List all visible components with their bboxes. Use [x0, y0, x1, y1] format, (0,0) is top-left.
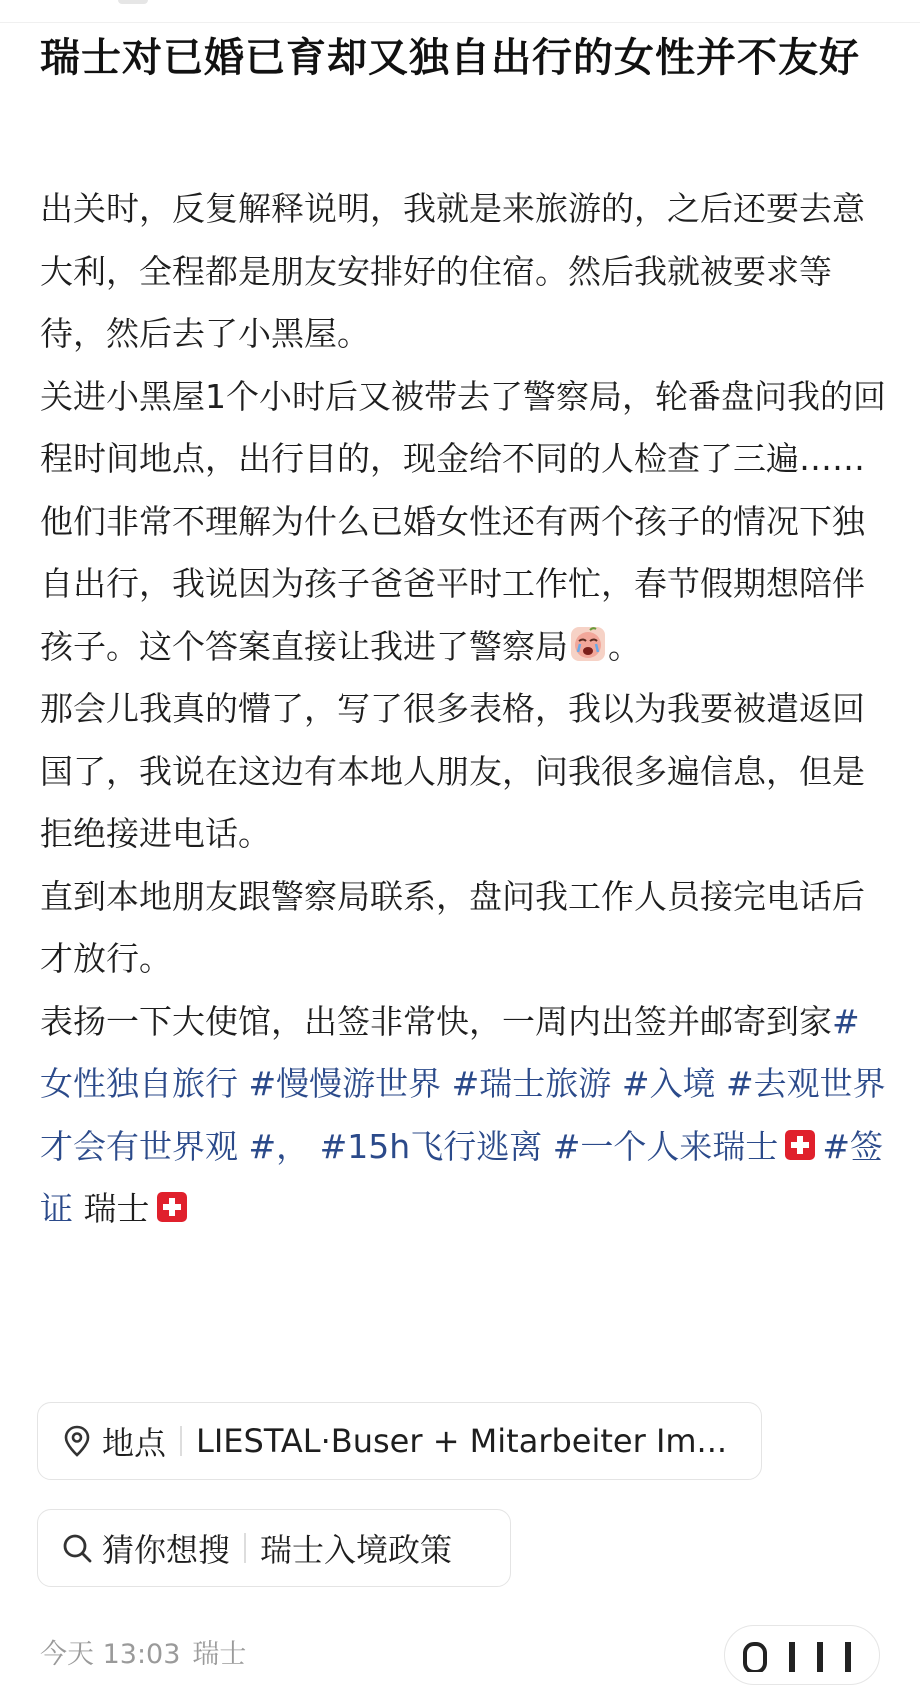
hashtag-link[interactable]: #去观世界才会有世界观 — [40, 1064, 886, 1166]
hashtag-link[interactable]: #慢慢游世界 — [248, 1064, 442, 1103]
bar-icon — [815, 1640, 825, 1672]
suggested-search-value: 瑞士入境政策 — [260, 1531, 453, 1569]
action-pill[interactable] — [724, 1625, 880, 1685]
location-pin-icon — [60, 1424, 94, 1458]
hashtag-link[interactable]: #女性独自旅行 — [40, 1001, 860, 1103]
chip-divider — [244, 1533, 246, 1563]
post-paragraph: 直到本地朋友跟警察局联系，盘问我工作人员接完电话后才放行。 — [40, 876, 865, 978]
hashtag-link[interactable]: #一个人来瑞士 — [552, 1126, 779, 1166]
hashtag-link[interactable]: #签证 — [40, 1126, 884, 1228]
top-strip — [0, 0, 920, 23]
hashtag-link[interactable]: #瑞士旅游 — [451, 1064, 612, 1103]
post-paragraph: 那会儿我真的懵了，写了很多表格，我以为我要被遣返回国了，我说在这边有本地人朋友，问我很多遍信息，但是拒绝接进电话。 — [40, 689, 865, 853]
bar-icon — [787, 1640, 797, 1672]
post-body — [40, 178, 890, 1241]
location-chip[interactable] — [37, 1402, 762, 1480]
post-meta — [40, 1632, 258, 1671]
hashtag-link[interactable]: #入境 — [621, 1064, 716, 1103]
hashtag-link[interactable]: #15h飞行逃离 — [319, 1126, 543, 1166]
suggested-search-label: 猜你想搜 — [102, 1531, 231, 1569]
chip-divider — [180, 1426, 182, 1456]
search-icon — [60, 1531, 94, 1565]
post-region: 瑞士 — [192, 1639, 247, 1670]
post-paragraph-end: 。 — [608, 626, 641, 666]
suggested-search-chip[interactable] — [37, 1509, 511, 1587]
post-title: 瑞士对已婚已育却又独自出行的女性并不友好 — [40, 35, 860, 81]
post-paragraph-text: 表扬一下大使馆，出签非常快，一周内出签并邮寄到家 — [40, 1001, 832, 1041]
post-time: 今天 13:03 — [40, 1639, 181, 1670]
top-avatar-edge — [118, 0, 148, 4]
post-paragraph: 出关时，反复解释说明，我就是来旅游的，之后还要去意大利，全程都是朋友安排好的住宿。然后我就被要求等待，然后去了小黑屋。 — [40, 189, 865, 353]
swiss-flag-icon — [784, 1129, 816, 1161]
swiss-flag-icon — [156, 1191, 188, 1223]
like-icon — [743, 1640, 767, 1672]
location-label: 地点 — [102, 1424, 167, 1462]
bar-icon — [843, 1640, 853, 1672]
location-tag-text: 瑞士 — [83, 1189, 150, 1228]
post-paragraph — [40, 991, 890, 1241]
location-value: LIESTAL·Buser + Mitarbeiter Im... — [196, 1422, 728, 1460]
post-paragraph — [40, 491, 890, 679]
crying-face-emoji-icon — [570, 626, 606, 662]
hashtag-link[interactable]: #， — [248, 1126, 310, 1166]
post-paragraph: 关进小黑屋1个小时后又被带去了警察局，轮番盘问我的回程时间地点，出行目的，现金给不同的人检查了三遍…… — [40, 376, 886, 478]
post-paragraph-text: 他们非常不理解为什么已婚女性还有两个孩子的情况下独自出行，我说因为孩子爸爸平时工作忙，春节假期想陪伴孩子。这个答案直接让我进了警察局 — [40, 501, 865, 666]
